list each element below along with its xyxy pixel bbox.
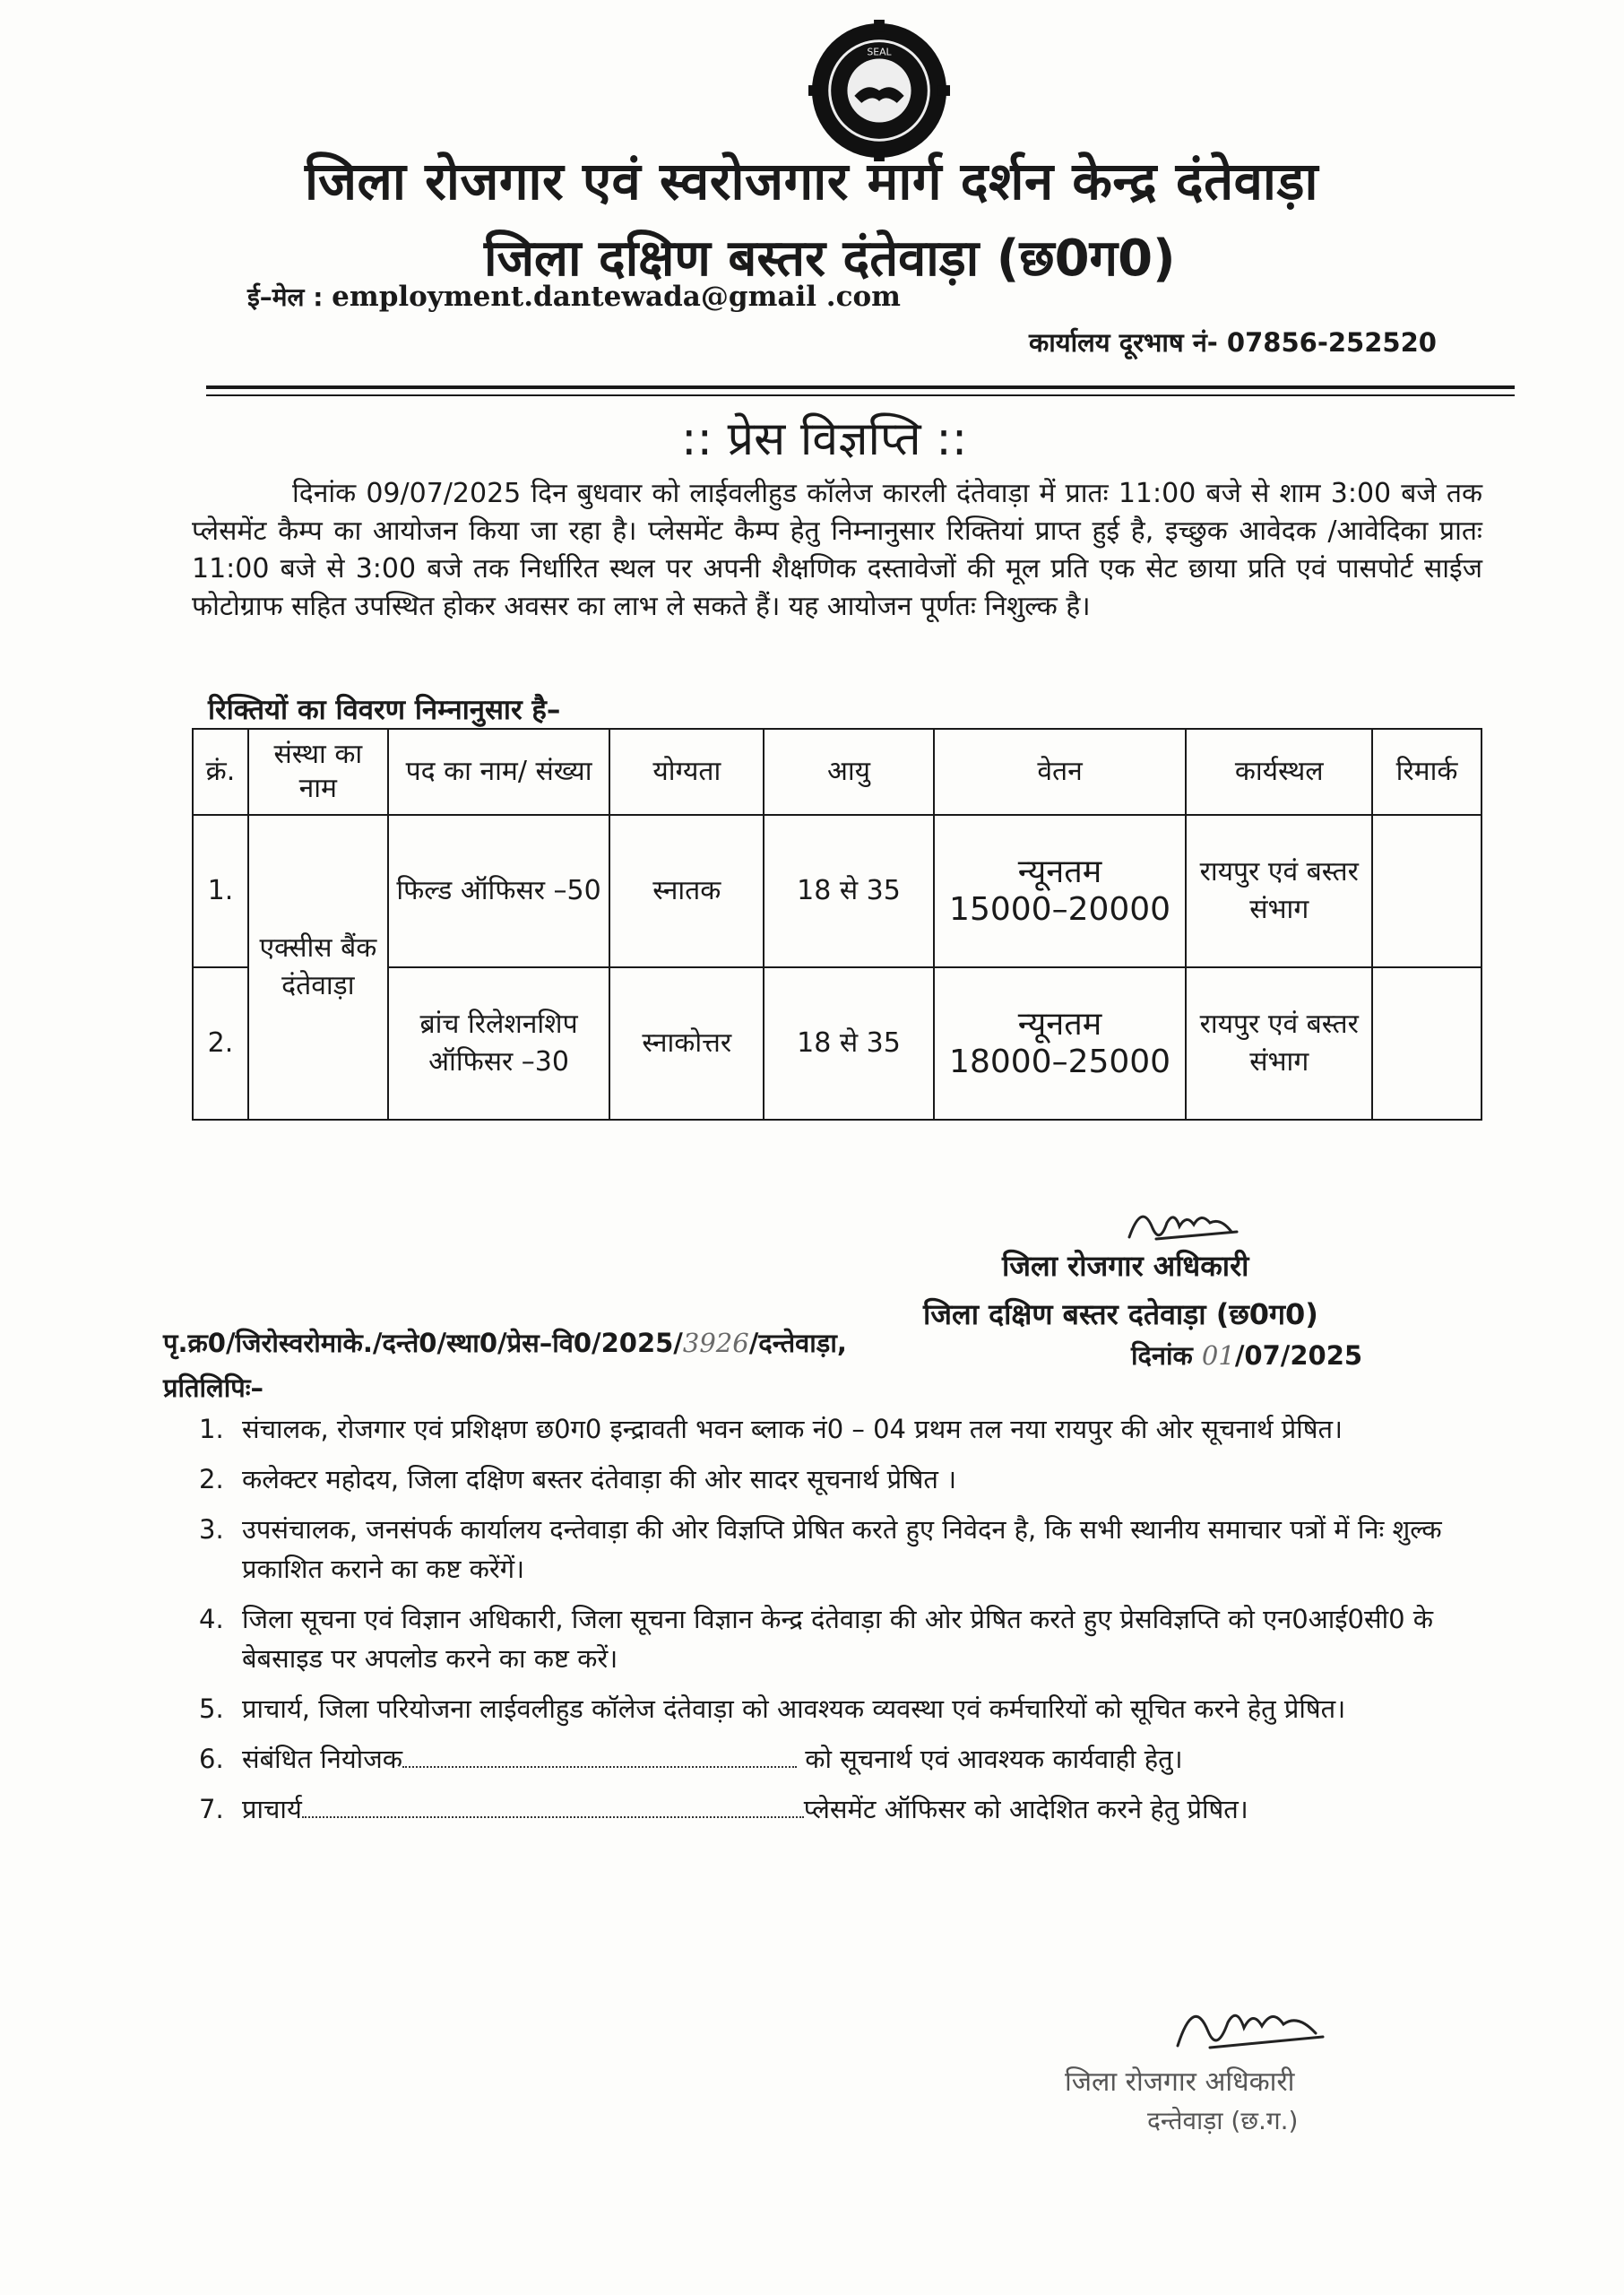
list-item: 4. जिला सूचना एवं विज्ञान अधिकारी, जिला सूचना विज्ञान केन्द्र दंतेवाड़ा की ओर प्रेषित करते हुए प्रेसविज्ञप्ति को एन0आई0सी0 के बेबसाइड पर अपलोड करने का कष्ट करें।	[199, 1604, 1434, 1674]
cell-sn: 1.	[193, 815, 248, 967]
cell-qualification: स्नाकोत्तर	[609, 967, 764, 1120]
office-title: जिला रोजगार एवं स्वरोजगार मार्ग दर्शन केन्द्र दंतेवाड़ा	[305, 151, 1318, 212]
officer-place: जिला दक्षिण बस्तर दतेवाड़ा (छ0ग0)	[923, 1297, 1318, 1331]
salary-label: न्यूनतम	[1017, 853, 1102, 890]
salary-range: 15000–20000	[949, 891, 1171, 928]
vacancy-heading: रिक्तियों का विवरण निम्नानुसार है–	[208, 694, 561, 726]
copy-label: प्रतिलिपिः–	[163, 1373, 264, 1403]
col-header-age: आयु	[764, 729, 934, 815]
svg-text:SEAL: SEAL	[867, 46, 892, 58]
cell-workplace: रायपुर एवं बस्तर संभाग	[1186, 967, 1372, 1120]
date-rest: /07/2025	[1234, 1340, 1363, 1371]
reference-place: /दन्तेवाड़ा,	[748, 1328, 847, 1358]
handwritten-number: 3926	[682, 1328, 749, 1358]
col-header-post: पद का नाम/ संख्या	[388, 729, 610, 815]
cell-workplace: रायपुर एवं बस्तर संभाग	[1186, 815, 1372, 967]
salary-label: न्यूनतम	[1017, 1006, 1102, 1043]
cell-post: फिल्ड ऑफिसर –50	[388, 815, 610, 967]
table-header-row	[193, 729, 1481, 815]
cell-post: ब्रांच रिलेशनशिप ऑफिसर –30	[388, 967, 610, 1120]
email-label: ई–मेल :	[247, 282, 333, 312]
reference-line	[163, 1325, 1363, 1371]
cell-institution: एक्सीस बैंक दंतेवाड़ा	[248, 815, 388, 1120]
stamp-line-2: दन्तेवाड़ा (छ.ग.)	[1147, 2106, 1299, 2135]
cell-age: 18 से 35	[764, 815, 934, 967]
reference-number: पृ.क्र0/जिरोस्वरोमाके./दन्ते0/स्था0/प्रेस–वि0/2025/	[163, 1328, 683, 1358]
office-phone: कार्यालय दूरभाष नं- 07856-252520	[1029, 327, 1437, 358]
list-item: 2. कलेक्टर महोदय, जिला दक्षिण बस्तर दंतेवाड़ा की ओर सादर सूचनार्थ प्रेषित ।	[199, 1464, 957, 1494]
cell-sn: 2.	[193, 967, 248, 1120]
email-line	[247, 280, 901, 314]
col-header-salary: वेतन	[934, 729, 1187, 815]
body-paragraph: दिनांक 09/07/2025 दिन बुधवार को लाईवलीहुड कॉलेज कारली दंतेवाड़ा में प्रातः 11:00 बजे से शाम 3:00 बजे तक प्लेसमेंट कैम्प का आयोजन किया जा रहा है। प्लेसमेंट कैम्प हेतु निम्नानुसार रिक्तियां प्राप्त हुई है, इच्छुक आवेदक /आवेदिका प्रातः 11:00 बजे से 3:00 बजे तक निर्धारित स्थल पर अपनी शैक्षणिक दस्तावेजों की मूल प्रति एक सेट छाया प्रति एवं पासपोर्ट साईज फोटोग्राफ सहित उपस्थित होकर अवसर का लाभ ले सकते हैं। यह आयोजन पूर्णतः निशुल्क है।	[192, 478, 1482, 622]
cell-remark	[1372, 967, 1481, 1120]
cell-age: 18 से 35	[764, 967, 934, 1120]
cell-salary	[934, 815, 1187, 967]
col-header-remark: रिमार्क	[1372, 729, 1481, 815]
col-header-institution: संस्था का नाम	[248, 729, 388, 815]
vacancy-table	[192, 728, 1482, 1121]
copy-list	[163, 1409, 1454, 1840]
list-item: 6. संबंधित नियोजक को सूचनार्थ एवं आवश्यक कार्यवाही हेतु।	[199, 1744, 1183, 1774]
date-day: 01	[1201, 1340, 1235, 1371]
email-address: employment.dantewada@gmail .com	[332, 281, 901, 313]
press-release-title: :: प्रेस विज्ञप्ति ::	[681, 412, 968, 466]
officer-title: जिला रोजगार अधिकारी	[1002, 1249, 1249, 1283]
table-row	[193, 815, 1481, 967]
department-logo	[808, 20, 950, 161]
officer-signature-2	[1165, 1983, 1335, 2064]
col-header-workplace: कार्यस्थल	[1186, 729, 1372, 815]
list-item: 3. उपसंचालक, जनसंपर्क कार्यालय दन्तेवाड़ा की ओर विज्ञप्ति प्रेषित करते हुए निवेदन है, कि सभी स्थानीय समाचार पत्रों में निः शुल्क प्रकाशित कराने का कष्ट करेंगें।	[199, 1514, 1442, 1584]
stamp-line-1: जिला रोजगार अधिकारी	[1065, 2066, 1295, 2098]
cell-salary	[934, 967, 1187, 1120]
salary-range: 18000–25000	[949, 1044, 1171, 1080]
office-district: जिला दक्षिण बस्तर दंतेवाड़ा (छ0ग0)	[484, 230, 1176, 288]
cell-remark	[1372, 815, 1481, 967]
col-header-qualification: योग्यता	[609, 729, 764, 815]
header-divider	[206, 385, 1515, 389]
list-item: 7. प्राचार्य प्लेसमेंट ऑफिसर को आदेशित करने हेतु प्रेषित।	[199, 1794, 1248, 1824]
list-item: 5. प्राचार्य, जिला परियोजना लाईवलीहुड कॉलेज दंतेवाड़ा को आवश्यक व्यवस्था एवं कर्मचारियों को सूचित करने हेतु प्रेषित।	[199, 1693, 1346, 1724]
list-item: 1. संचालक, रोजगार एवं प्रशिक्षण छ0ग0 इन्द्रावती भवन ब्लाक नं0 – 04 प्रथम तल नया रायपुर की ओर सूचनार्थ प्रेषित।	[199, 1414, 1343, 1444]
cell-qualification: स्नातक	[609, 815, 764, 967]
header-divider-thin	[206, 394, 1515, 396]
col-header-sn: क्रं.	[193, 729, 248, 815]
date-label: दिनांक	[1131, 1340, 1193, 1371]
reference-date	[1131, 1338, 1362, 1373]
